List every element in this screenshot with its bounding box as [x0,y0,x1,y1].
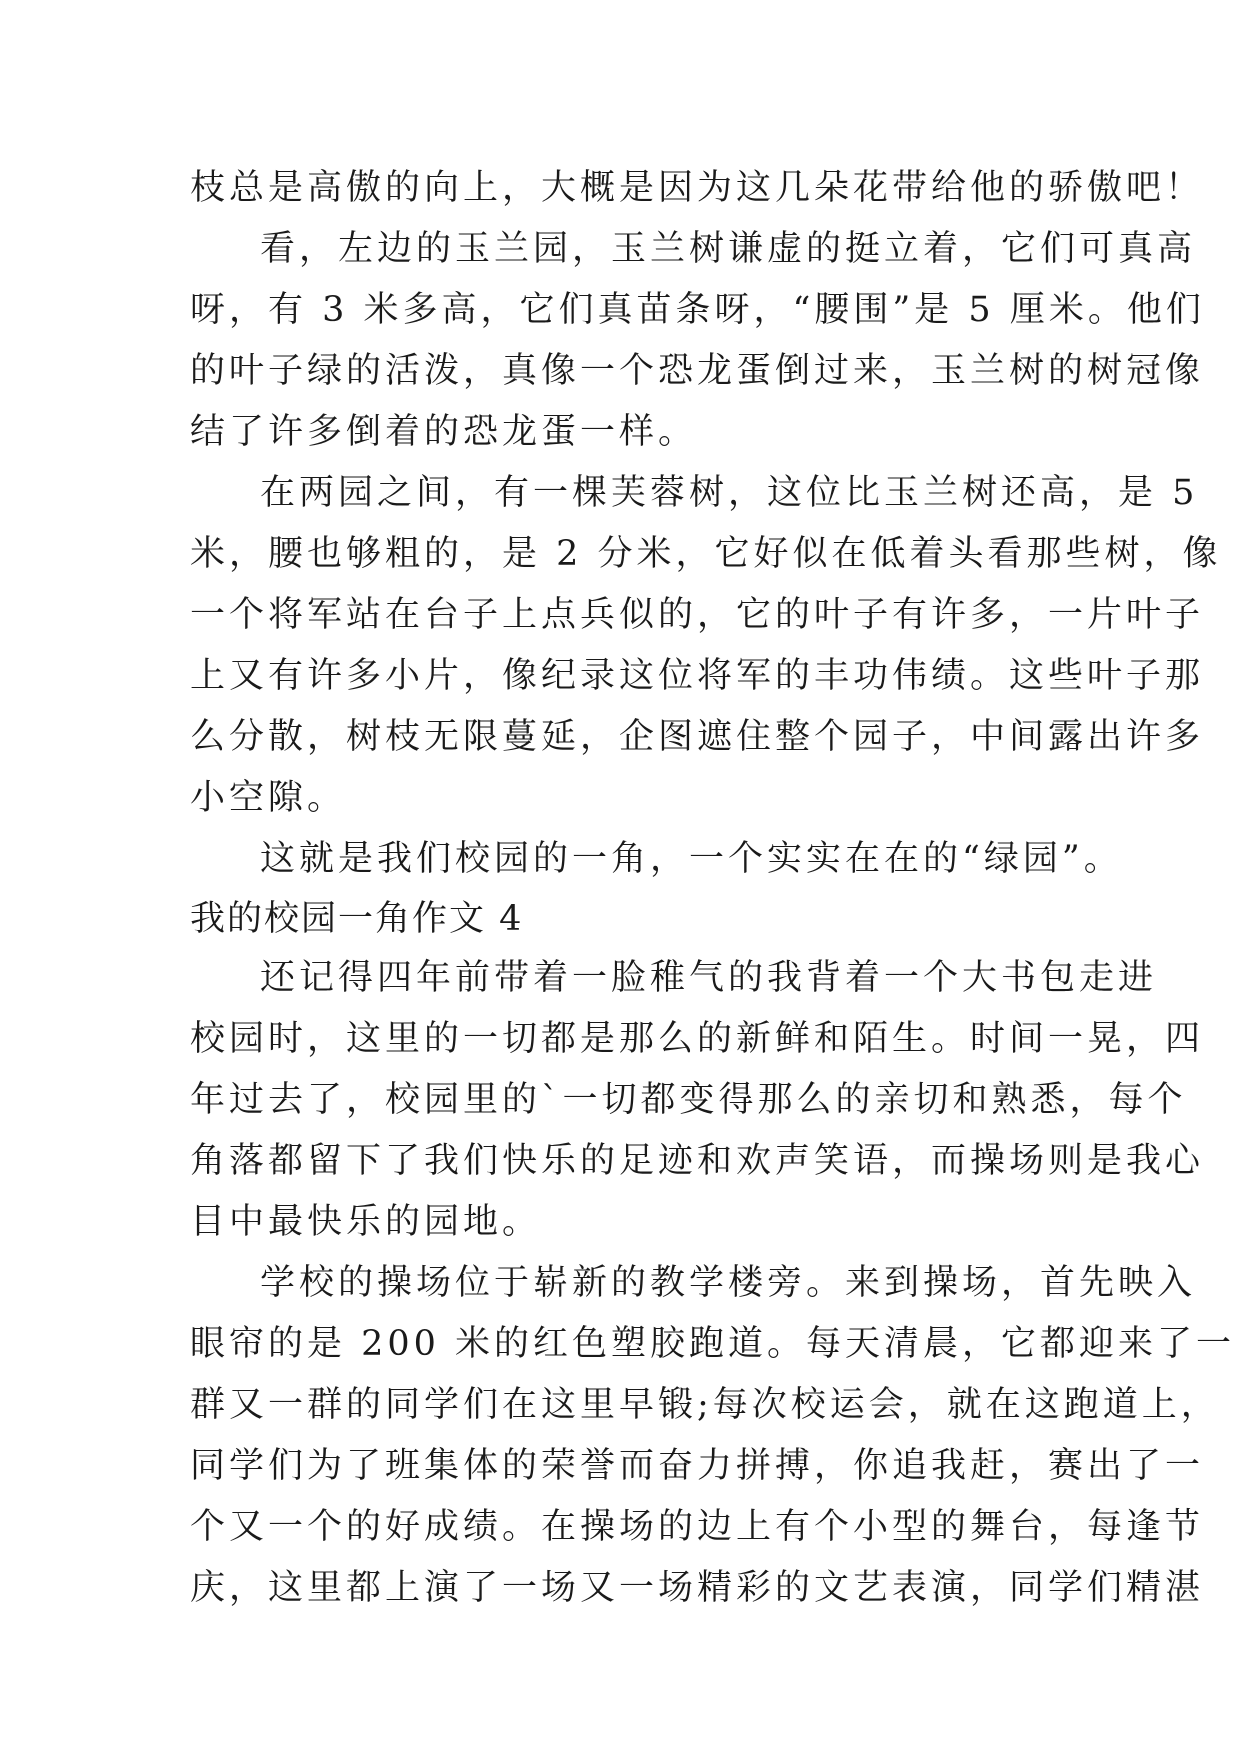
text-line: 目中最快乐的园地。 [190,1202,542,1242]
text-line: 上又有许多小片，像纪录这位将军的丰功伟绩。这些叶子那 [190,656,1205,696]
text-line: 角落都留下了我们快乐的足迹和欢声笑语，而操场则是我心 [190,1141,1205,1181]
text-line: 学校的操场位于崭新的教学楼旁。来到操场，首先映入 [260,1263,1197,1303]
text-line: 米，腰也够粗的，是 2 分米，它好似在低着头看那些树，像 [190,534,1222,574]
text-line: 么分散，树枝无限蔓延，企图遮住整个园子，中间露出许多 [190,717,1205,757]
section-heading: 我的校园一角作文 4 [190,899,524,939]
text-line: 结了许多倒着的恐龙蛋一样。 [190,412,698,452]
text-line: 这就是我们校园的一角，一个实实在在的“绿园”。 [260,839,1123,879]
text-line: 个又一个的好成绩。在操场的边上有个小型的舞台，每逢节 [190,1507,1205,1547]
text-line: 群又一群的同学们在这里早锻;每次校运会，就在这跑道上， [190,1385,1220,1425]
text-line: 枝总是高傲的向上，大概是因为这几朵花带给他的骄傲吧！ [190,168,1205,208]
text-line: 同学们为了班集体的荣誉而奋力拼搏，你追我赶，赛出了一 [190,1446,1205,1486]
text-line: 眼帘的是 200 米的红色塑胶跑道。每天清晨，它都迎来了一 [190,1324,1236,1364]
text-line: 校园时，这里的一切都是那么的新鲜和陌生。时间一晃，四 [190,1019,1205,1059]
text-line: 年过去了，校园里的`一切都变得那么的亲切和熟悉，每个 [190,1080,1187,1120]
document-body [190,158,1236,1619]
text-line: 呀，有 3 米多高，它们真苗条呀，“腰围”是 5 厘米。他们 [190,290,1205,330]
text-line: 的叶子绿的活泼，真像一个恐龙蛋倒过来，玉兰树的树冠像 [190,351,1205,391]
text-line: 庆，这里都上演了一场又一场精彩的文艺表演，同学们精湛 [190,1568,1205,1608]
text-line: 还记得四年前带着一脸稚气的我背着一个大书包走进 [260,958,1158,998]
text-line: 看，左边的玉兰园，玉兰树谦虚的挺立着，它们可真高 [260,229,1197,269]
text-line: 小空隙。 [190,778,347,818]
text-line: 一个将军站在台子上点兵似的，它的叶子有许多，一片叶子 [190,595,1205,635]
text-line: 在两园之间，有一棵芙蓉树，这位比玉兰树还高，是 5 [260,473,1199,513]
